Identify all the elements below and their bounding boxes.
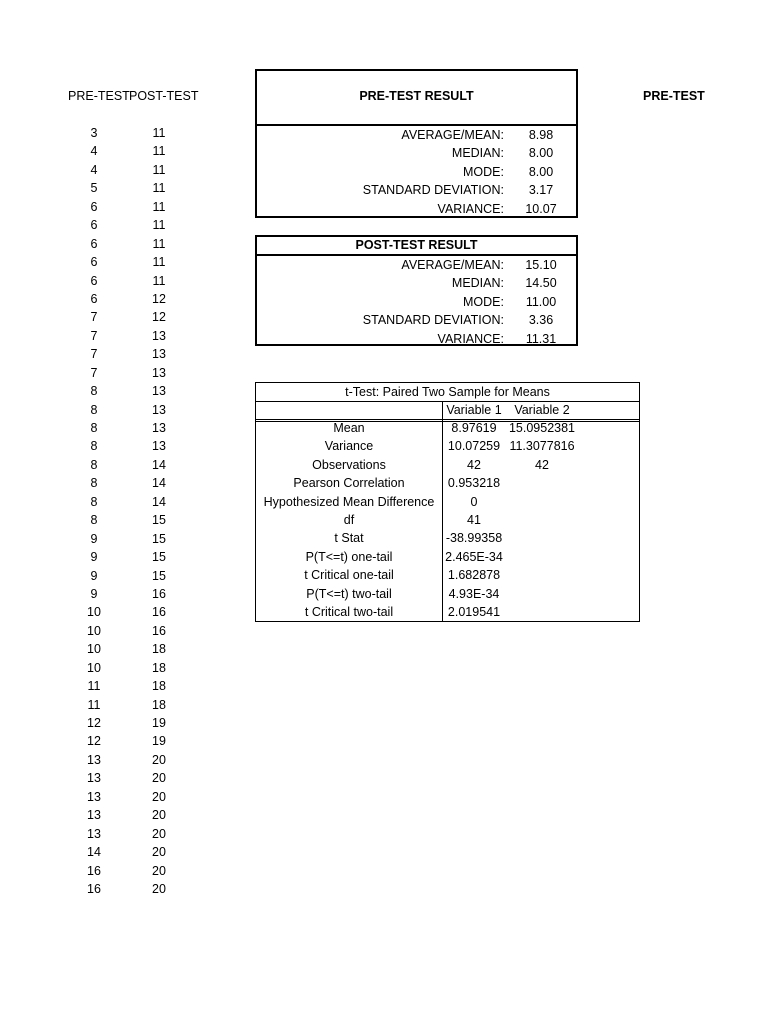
t-test-row: [256, 493, 639, 511]
t-test-label: Mean: [333, 421, 365, 435]
pre-result-stat-row: [257, 144, 576, 163]
pre-result-stat-value: 3.17: [528, 183, 554, 198]
t-test-value-1: 8.97619: [451, 421, 497, 435]
post-test-score: 14: [152, 457, 166, 472]
pre-result-title: PRE-TEST RESULT: [359, 89, 474, 103]
pre-test-score: 6: [90, 273, 98, 288]
pre-test-score: 10: [87, 660, 101, 675]
t-test-row: [256, 585, 639, 603]
post-result-stat-value: 14.50: [525, 276, 557, 291]
pre-test-score: 8: [90, 476, 98, 491]
post-test-score: 12: [152, 291, 166, 306]
post-test-score: 11: [152, 126, 166, 140]
right-pre-test-header: PRE-TEST: [643, 89, 705, 103]
post-test-score: 11: [152, 218, 166, 233]
post-result-stat-value: 11.00: [525, 294, 557, 309]
pre-test-score: 9: [90, 550, 98, 565]
post-test-score: 13: [152, 421, 166, 435]
pre-test-score: 5: [90, 181, 98, 196]
post-test-score: 15: [152, 550, 166, 565]
t-test-table: [255, 382, 640, 622]
post-result-stat-row: [257, 293, 576, 312]
t-test-value-1: -38.99358: [445, 531, 503, 546]
pre-test-header: PRE-TEST: [68, 89, 130, 103]
pre-result-stat-row: [257, 126, 576, 145]
post-test-header: POST-TEST: [129, 89, 199, 103]
pre-test-score: 6: [90, 236, 98, 251]
post-test-score: 11: [152, 181, 166, 196]
t-test-row: [256, 566, 639, 584]
post-test-score: 19: [152, 734, 166, 749]
post-test-score: 13: [152, 439, 166, 454]
pre-result-stat-label: VARIANCE:: [437, 201, 504, 216]
pre-result-stats: [255, 124, 578, 218]
t-test-label: t Stat: [334, 531, 364, 546]
post-test-score: 15: [152, 531, 166, 546]
t-test-value-1: 41: [467, 513, 481, 527]
pre-result-stat-row: [257, 163, 576, 182]
post-test-score: 20: [152, 752, 166, 767]
post-test-score: 14: [152, 476, 166, 491]
post-result-stat-label: VARIANCE:: [437, 331, 504, 346]
post-result-stat-row: [257, 256, 576, 275]
t-test-row: [256, 456, 639, 474]
pre-test-score: 7: [90, 365, 98, 380]
pre-test-score: 8: [90, 457, 98, 472]
pre-test-score: 6: [90, 218, 98, 233]
pre-test-score: 13: [87, 789, 101, 804]
post-test-score: 20: [152, 881, 166, 896]
t-test-label: Observations: [312, 457, 386, 472]
t-test-title: t-Test: Paired Two Sample for Means: [256, 383, 639, 402]
pre-test-score: 10: [87, 605, 101, 620]
post-test-score: 20: [152, 863, 166, 878]
pre-test-score: 12: [87, 734, 101, 749]
t-test-value-1: 10.07259: [447, 439, 501, 454]
pre-test-score: 8: [90, 384, 98, 399]
pre-test-score: 3: [90, 126, 98, 140]
pre-test-score: 13: [87, 771, 101, 786]
t-test-value-1: 0: [470, 494, 478, 509]
post-test-score: 20: [152, 845, 166, 860]
pre-result-stat-value: 8.00: [528, 146, 554, 161]
post-test-score: 18: [152, 697, 166, 712]
pre-test-score: 4: [90, 162, 98, 177]
pre-test-score: 10: [87, 642, 101, 657]
post-test-score: 20: [152, 826, 166, 841]
pre-result-stat-value: 8.98: [528, 128, 554, 142]
post-result-stat-label: STANDARD DEVIATION:: [362, 313, 504, 328]
t-test-label: t Critical two-tail: [304, 605, 394, 619]
pre-test-score: 12: [87, 716, 101, 730]
post-result-stat-row: [257, 330, 576, 349]
pre-result-stat-row: [257, 200, 576, 219]
post-test-score: 15: [152, 568, 166, 583]
post-result-stat-label: AVERAGE/MEAN:: [401, 258, 504, 272]
t-test-row: [256, 548, 639, 566]
pre-test-column: [74, 124, 114, 898]
post-test-score: 20: [152, 771, 166, 786]
t-test-label: P(T<=t) one-tail: [305, 549, 393, 564]
t-test-row: [256, 511, 639, 529]
post-test-score: 13: [152, 402, 166, 417]
t-test-label: df: [343, 513, 355, 527]
t-test-label: Pearson Correlation: [293, 476, 405, 491]
post-result-stat-label: MEDIAN:: [451, 276, 504, 291]
pre-test-score: 16: [87, 863, 101, 878]
post-test-score: 13: [152, 347, 166, 362]
t-test-value-1: 4.93E-34: [448, 586, 500, 601]
post-test-score: 20: [152, 789, 166, 804]
post-test-score: 13: [152, 328, 166, 343]
t-test-value-1: 2.019541: [447, 605, 501, 619]
post-test-score: 18: [152, 660, 166, 675]
t-test-row: [256, 419, 639, 437]
pre-result-stat-label: MODE:: [463, 164, 504, 179]
pre-test-score: 7: [90, 347, 98, 362]
post-test-score: 18: [152, 679, 166, 694]
pre-test-score: 8: [90, 421, 98, 435]
post-result-title: POST-TEST RESULT: [355, 238, 478, 252]
post-result-stats: [255, 254, 578, 346]
pre-test-score: 7: [90, 310, 98, 325]
pre-test-score: 6: [90, 199, 98, 214]
post-test-score: 13: [152, 365, 166, 380]
pre-test-score: 11: [87, 679, 101, 694]
post-test-score: 13: [152, 384, 166, 399]
pre-test-score: 6: [90, 291, 98, 306]
t-test-label: Hypothesized Mean Difference: [263, 494, 435, 509]
post-result-stat-value: 15.10: [525, 258, 557, 272]
pre-result-stat-label: STANDARD DEVIATION:: [362, 183, 504, 198]
post-test-score: 11: [152, 199, 166, 214]
t-test-label: t Critical one-tail: [304, 568, 394, 583]
post-result-stat-value: 11.31: [525, 331, 557, 346]
pre-result-stat-value: 10.07: [525, 201, 557, 216]
t-test-value-1: 42: [467, 457, 481, 472]
post-test-score: 19: [152, 716, 166, 730]
pre-result-stat-value: 8.00: [528, 164, 554, 179]
pre-test-score: 13: [87, 826, 101, 841]
pre-test-score: 13: [87, 808, 101, 823]
post-test-score: 11: [152, 273, 166, 288]
t-test-value-2: 42: [535, 457, 549, 472]
t-test-label: P(T<=t) two-tail: [306, 586, 392, 601]
t-test-value-1: 2.465E-34: [445, 549, 503, 564]
t-test-col1-header: Variable 1: [446, 403, 502, 417]
post-test-score: 11: [152, 162, 166, 177]
t-test-value-1: 0.953218: [447, 476, 501, 491]
pre-result-stat-label: MEDIAN:: [451, 146, 504, 161]
pre-test-score: 14: [87, 845, 101, 860]
post-test-score: 15: [152, 513, 166, 528]
t-test-row: [256, 529, 639, 547]
pre-test-score: 9: [90, 568, 98, 583]
post-test-column: [139, 124, 179, 898]
pre-result-title-box: [255, 69, 578, 126]
pre-test-score: 8: [90, 439, 98, 454]
t-test-value-2: 15.0952381: [508, 421, 576, 435]
post-test-score: 16: [152, 586, 166, 601]
post-test-score: 11: [152, 144, 166, 159]
t-test-row: [256, 603, 639, 621]
post-test-score: 11: [152, 255, 166, 270]
pre-test-score: 16: [87, 881, 101, 896]
post-test-score: 16: [152, 623, 166, 638]
pre-result-stat-row: [257, 181, 576, 200]
pre-result-stat-label: AVERAGE/MEAN:: [401, 128, 504, 142]
t-test-col2-header: Variable 2: [514, 403, 570, 417]
t-test-value-2: 11.3077816: [509, 439, 575, 454]
pre-test-score: 9: [90, 586, 98, 601]
post-test-score: 16: [152, 605, 166, 620]
post-test-score: 12: [152, 310, 166, 325]
post-result-stat-label: MODE:: [463, 294, 504, 309]
post-result-stat-row: [257, 274, 576, 293]
pre-test-score: 4: [90, 144, 98, 159]
pre-test-score: 8: [90, 494, 98, 509]
post-test-score: 18: [152, 642, 166, 657]
post-test-score: 11: [152, 236, 166, 251]
t-test-header-row: [256, 401, 639, 419]
post-result-stat-value: 3.36: [528, 313, 554, 328]
post-test-score: 14: [152, 494, 166, 509]
post-result-stat-row: [257, 311, 576, 330]
pre-test-score: 6: [90, 255, 98, 270]
pre-test-score: 8: [90, 513, 98, 528]
t-test-row: [256, 474, 639, 492]
pre-test-score: 7: [90, 328, 98, 343]
t-test-row: [256, 437, 639, 455]
pre-test-score: 10: [87, 623, 101, 638]
t-test-label: Variance: [324, 439, 374, 454]
pre-test-score: 8: [90, 402, 98, 417]
t-test-value-1: 1.682878: [447, 568, 501, 583]
post-result-title-box: [255, 235, 578, 256]
pre-test-score: 13: [87, 752, 101, 767]
post-test-score: 20: [152, 808, 166, 823]
pre-test-score: 9: [90, 531, 98, 546]
pre-test-score: 11: [87, 697, 101, 712]
